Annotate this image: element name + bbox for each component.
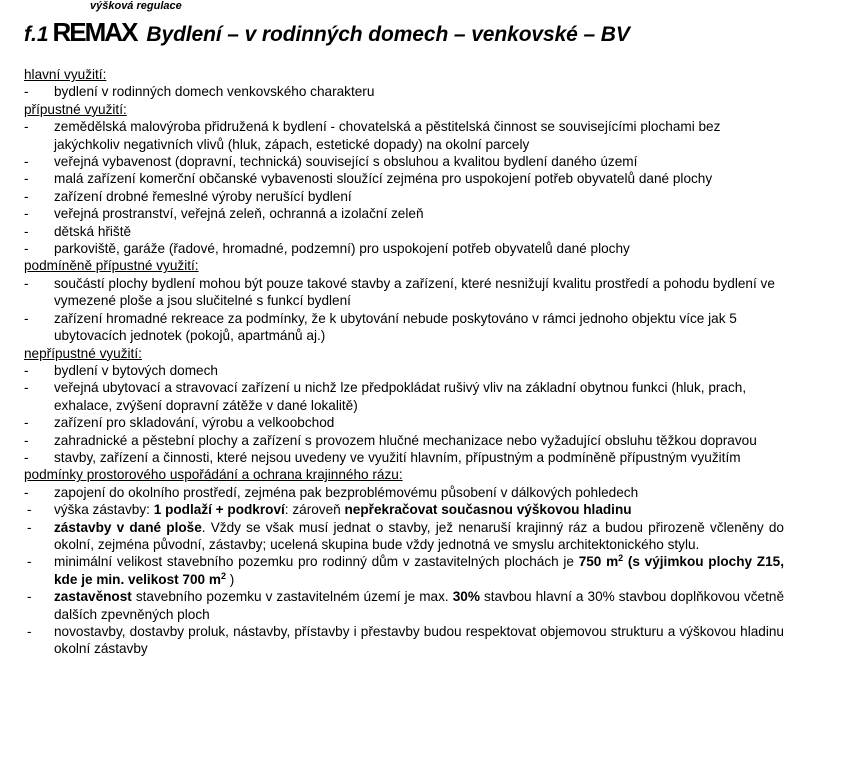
list-item [24,205,784,222]
list-item-building-height [24,501,784,518]
bullet-dash: - [24,154,29,170]
list-item-text: bydlení v rodinných domech venkovského charakteru [54,84,375,100]
section-title-text: Bydlení – v rodinných domech – venkovské – BV [146,23,630,46]
list-item [24,188,784,205]
bullet-dash: - [27,519,32,535]
list-item [24,623,784,658]
bullet-dash: - [24,415,29,431]
list-item-text [54,553,784,588]
bullet-dash: - [24,310,29,326]
list-item-text: veřejná ubytovací a stravovací zařízení u nichž lze předpokládat rušivý vliv na základní obytnou funkci (hluk, prach, exhalace, zvýšení dopravní zátěže v dané lokalitě) [54,380,747,413]
list-item-text [54,501,784,518]
bullet-dash: - [24,206,29,222]
list-item-building-style [24,519,784,554]
section-number: f.1 [24,23,49,46]
bold-run: 750 m [578,554,619,570]
list-item [24,484,784,501]
list-item-text: zapojení do okolního prostředí, zejména pak bezproblémovému působení v dálkových pohledech [54,484,639,500]
list-item-text: stavby, zařízení a činnosti, které nejsou uvedeny ve využití hlavním, přípustným a podmíněně přípustným využitím [54,449,741,465]
heading-prohibited-use: nepřípustné využití: [24,345,142,361]
text-run: stavebního pozemku v zastavitelném území je max. [131,589,453,605]
list-item-text: parkoviště, garáže (řadové, hromadné, podzemní) pro uspokojení potřeb obyvatelů dané plochy [54,241,630,257]
list-item-text [54,519,784,554]
bullet-dash: - [24,484,29,500]
bullet-dash: - [27,502,32,518]
section-title [24,18,630,49]
text-run: minimální velikost stavebního pozemku pro rodinný dům v zastavitelných plochách je [54,554,579,570]
list-item-text: zařízení pro skladování, výrobu a velkoobchod [54,415,335,431]
list-item [24,275,784,310]
list-item [24,83,784,100]
bullet-dash: - [27,624,32,639]
document-body [24,66,784,658]
bullet-dash: - [24,275,29,291]
list-item-text: zemědělská malovýroba přidružená k bydlení - chovatelská a pěstitelská činnost se souvisejícími plochami bez jakýchkoliv negativních vlivů (hluk, zápach, estetické dopady) na okolní parcely [54,119,721,152]
list-item-text: veřejná prostranství, veřejná zeleň, ochranná a izolační zeleň [54,206,424,222]
list-item [24,223,784,240]
list-item-minimum-plot-size [24,553,784,588]
remax-logo-watermark: REMAX [52,17,137,47]
bullet-dash: - [24,84,29,100]
list-item [24,153,784,170]
list-item-text: dětská hřiště [54,223,132,239]
text-run: . Vždy se však musí jednat o stavby, jež nenaruší krajinný ráz a budou přirozeně včleněny do okolní, zejména původní, zástavby; ucelená skupina bude vždy jednotná ve smyslu architektonického stylu. [54,519,784,552]
list-item [24,449,784,466]
bold-run: zastavěnost [54,589,132,605]
text-run: výška zástavby: [54,502,154,518]
bullet-dash: - [24,171,29,187]
bold-run: 30% [452,589,480,605]
bullet-dash: - [27,589,32,605]
bold-run: nepřekračovat současnou výškovou hladinu [344,502,632,518]
bold-run: (s výjimkou plochy Z15, kde je min. velikost 700 m [54,554,784,587]
list-item [24,414,784,431]
bullet-dash: - [24,449,29,465]
text-run: ) [226,571,235,587]
list-item [24,118,784,153]
bold-run: zástavby v dané ploše [54,519,202,535]
bullet-dash: - [24,241,29,257]
bullet-dash: - [24,362,29,378]
list-item [24,362,784,379]
bullet-dash: - [27,554,32,570]
heading-conditionally-permitted-use: podmíněně přípustné využití: [24,258,199,274]
text-run: stavbou hlavní a 30% stavbou doplňkovou včetně dalších zpevněných ploch [54,589,785,622]
bullet-dash: - [24,223,29,239]
list-item-text: zařízení drobné řemeslné výroby nerušící bydlení [54,188,352,204]
bullet-dash: - [24,380,29,396]
heading-main-use: hlavní využití: [24,67,107,82]
bullet-dash: - [24,119,29,135]
list-item-text: veřejná vybavenost (dopravní, technická) související s obsluhou a kvalitou bydlení daného území [54,154,638,170]
cut-off-previous-line: výšková regulace [90,0,182,12]
list-item-text: součástí plochy bydlení mohou být pouze takové stavby a zařízení, které nesnižují kvalitu prostředí a pohodu bydlení ve vymezené ploše a jsou slučitelné s funkcí bydlení [54,275,775,309]
list-item [24,310,784,345]
list-item [24,170,784,187]
list-item-text: zařízení hromadné rekreace za podmínky, že k ubytování nebude poskytováno v rámci jednoho objektu více jak 5 ubytovacích jednotek (pokojů, apartmánů aj.) [54,310,737,344]
heading-permitted-use: přípustné využití: [24,101,127,117]
list-item-text: zahradnické a pěstební plochy a zařízení s provozem hlučné mechanizace nebo vyžadující obsluhu těžkou dopravou [54,432,757,448]
superscript: 2 [618,553,624,564]
bullet-dash: - [24,432,29,448]
list-item-text: bydlení v bytových domech [54,362,218,378]
list-item [24,379,784,414]
bold-run: 1 podlaží + podkroví [153,502,285,518]
list-item-text: novostavby, dostavby proluk, nástavby, přístavby i přestavby budou respektovat objemovou strukturu a výškovou hladinu okolní zástavby [54,624,784,657]
list-item [24,240,784,257]
list-item [24,432,784,449]
list-item-built-up-ratio [24,588,784,623]
superscript: 2 [220,570,226,581]
heading-spatial-conditions: podmínky prostorového uspořádání a ochrana krajinného rázu: [24,467,403,483]
text-run: : zároveň [284,502,345,518]
list-item-text [54,588,784,623]
list-item-text: malá zařízení komerční občanské vybavenosti sloužící zejména pro uspokojení potřeb obyvatelů dané plochy [54,171,713,187]
bullet-dash: - [24,188,29,204]
